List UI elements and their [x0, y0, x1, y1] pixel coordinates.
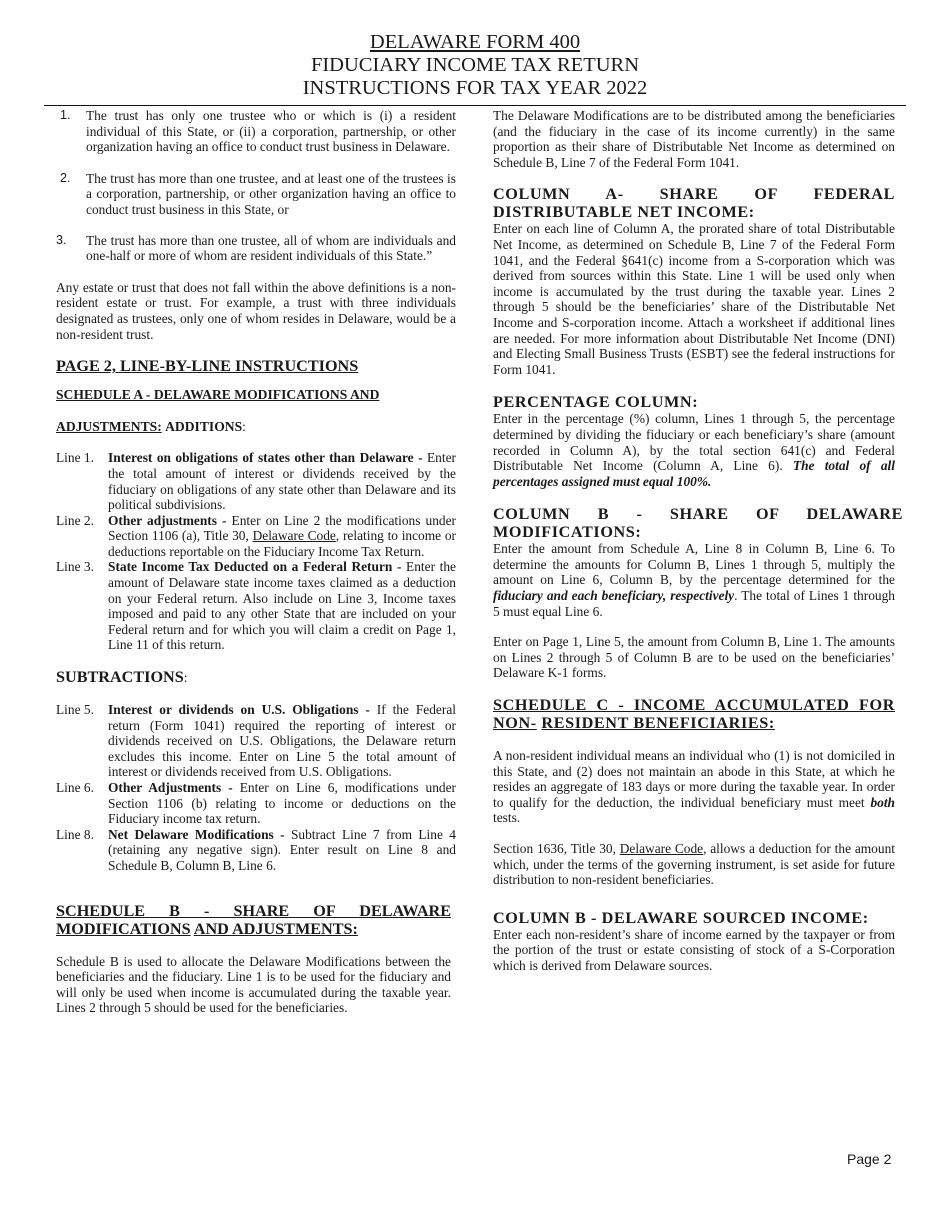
section-1636-paragraph: Section 1636, Title 30, Delaware Code, allows a deduction for the amount which, under the terms of the governing instrument, is set aside for future distribution to non-resident beneficiaries. — [493, 841, 895, 888]
schedule-c-heading: SCHEDULE C - INCOME ACCUMULATED FOR NON- RESIDENT BENEFICIARIES: — [493, 696, 895, 733]
form-subtitle: FIDUCIARY INCOME TAX RETURN — [310, 54, 640, 76]
line-8-instruction: Line 8. Net Delaware Modifications - Subtract Line 7 from Line 4 (retaining any negative sign). Enter result on Line 8 and Schedule B, Column B, Line 6. — [56, 826, 456, 873]
percentage-heading: PERCENTAGE COLUMN: — [493, 393, 699, 412]
resident-trust-item-3: 3. The trust has more than one trustee, all of whom are individuals and one-half or more of whom are resident individuals of this State.” — [56, 232, 456, 264]
schedule-b-paragraph: Schedule B is used to allocate the Delaware Modifications between the beneficiaries and the fiduciary. Line 1 is to be used for the fiduciary and will only be used when income is accumulated during the taxable year. Lines 2 through 5 should be used for the beneficiaries. — [56, 953, 451, 1016]
column-a-paragraph: Enter on each line of Column A, the prorated share of total Distributable Net Income, as determined on Schedule B, Line 7 of the Federal Form 1041, and the Federal §641(c) income from a S-corporation which was derived from sources within this State. Line 1 will be used only when income is accumulated by the trust during the taxable year. Lines 2 through 5 should be the beneficiaries’ share of the Distributable Net Income and S-corporation income. Attach a worksheet if additional lines are needed. For more information about Distributable Net Income (DNI) and Electing Small Business Trusts (ESBT) see the federal instructions for Form 1041. — [493, 221, 895, 377]
schedule-a-heading: SCHEDULE A - DELAWARE MODIFICATIONS AND — [56, 387, 380, 403]
column-b-paragraph: Enter the amount from Schedule A, Line 8 in Column B, Line 6. To determine the amounts for Column B, Lines 1 through 5, multiply the amount on Line 6, Column B, by the percentage determined for the fiduciary and each beneficiary, respectively. The total of Lines 1 through 5 must equal Line 6. — [493, 541, 895, 619]
column-b-sourced-paragraph: Enter each non-resident’s share of income earned by the taxpayer or from the portion of the trust or estate consisting of stock of a S-Corporation which is derived from Delaware sources. — [493, 926, 895, 973]
subtractions-heading: SUBTRACTIONS: — [56, 668, 188, 687]
form-title: DELAWARE FORM 400 — [369, 31, 581, 53]
schedule-b-heading: SCHEDULE B - SHARE OF DELAWARE MODIFICATIONS AND ADJUSTMENTS: — [56, 901, 451, 938]
column-b-paragraph-2: Enter on Page 1, Line 5, the amount from Column B, Line 1. The amounts on Lines 2 through 5 of Column B are to be used on the beneficiaries’ Delaware K-1 forms. — [493, 634, 895, 681]
tax-year-title: INSTRUCTIONS FOR TAX YEAR 2022 — [302, 77, 648, 99]
column-b-sourced-heading: COLUMN B - DELAWARE SOURCED INCOME: — [493, 908, 869, 927]
line-1-instruction: Line 1. Interest on obligations of states other than Delaware - Enter the total amount of interest or dividends received by the fiduciary on obligations of any state other than Delaware and its political subdivisions. — [56, 450, 456, 513]
page-header — [0, 31, 950, 100]
column-b-heading: COLUMN B - SHARE OF DELAWARE MODIFICATIONS: — [493, 505, 903, 542]
line-3-instruction: Line 3. State Income Tax Deducted on a Federal Return - Enter the amount of Delaware state income taxes claimed as a deduction on your Federal return. Also include on Line 3, Income taxes imposed and paid to any other State that are included on your Federal return and for which you will claim a credit on Page 1, Line 11 of this return. — [56, 559, 456, 653]
column-a-heading: COLUMN A- SHARE OF FEDERAL DISTRIBUTABLE NET INCOME: — [493, 185, 895, 222]
additions-heading: ADJUSTMENTS: ADDITIONS: — [56, 418, 246, 434]
modifications-intro: The Delaware Modifications are to be distributed among the beneficiaries (and the fiduciary in the case of its income currently) in the same proportion as their share of Distributable Net Income as determined on Schedule B, Line 7 of the Federal Form 1041. — [493, 108, 895, 170]
resident-trust-item-1: 1. The trust has only one trustee who or which is (i) a resident individual of this State, or (ii) a corporation, partnership, or other organization having an office to conduct trust business in Delaware. — [60, 108, 456, 155]
left-column — [56, 108, 456, 1016]
page2-heading: PAGE 2, LINE-BY-LINE INSTRUCTIONS — [56, 357, 359, 376]
percentage-paragraph: Enter in the percentage (%) column, Lines 1 through 5, the percentage determined by dividing the fiduciary or each beneficiary’s share (amount recorded in Column A), by the total section 641(c) and Federal Distributable Net Income (Column A, Line 6). The total of all percentages assigned must equal 100%. — [493, 411, 895, 489]
right-column — [493, 108, 903, 974]
line-2-instruction: Line 2. Other adjustments - Enter on Line 2 the modifications under Section 1106 (a), Title 30, Delaware Code, relating to income or deductions reportable on the Fiduciary Income Tax Return. — [56, 512, 456, 559]
resident-trust-item-2: 2. The trust has more than one trustee, and at least one of the trustees is a corporation, partnership, or other organization having an office to conduct trust business in this State, or — [60, 170, 456, 217]
header-rule — [44, 105, 906, 106]
line-6-instruction: Line 6. Other Adjustments - Enter on Line 6, modifications under Section 1106 (b) relating to income or deductions on the Fiduciary income tax return. — [56, 780, 456, 827]
page-number: Page 2 — [847, 1151, 892, 1167]
line-5-instruction: Line 5. Interest or dividends on U.S. Obligations - If the Federal return (Form 1041) required the reporting of interest or dividends received on U.S. Obligations, the Delaware return excludes this income. Enter on Line 5 the total amount of interest or dividends received from U.S. Obligations. — [56, 702, 456, 780]
schedule-c-paragraph: A non-resident individual means an individual who (1) is not domiciled in this State, and (2) does not maintain an abode in this State, at which he resides an aggregate of 183 days or more during the taxable year. In order to qualify for the deduction, the individual beneficiary must meet both tests. — [493, 748, 895, 826]
nonresident-paragraph: Any estate or trust that does not fall within the above definitions is a non-resident estate or trust. For example, a trust with three individuals designated as trustees, only one of whom resides in Delaware, would be a non-resident trust. — [56, 279, 456, 342]
